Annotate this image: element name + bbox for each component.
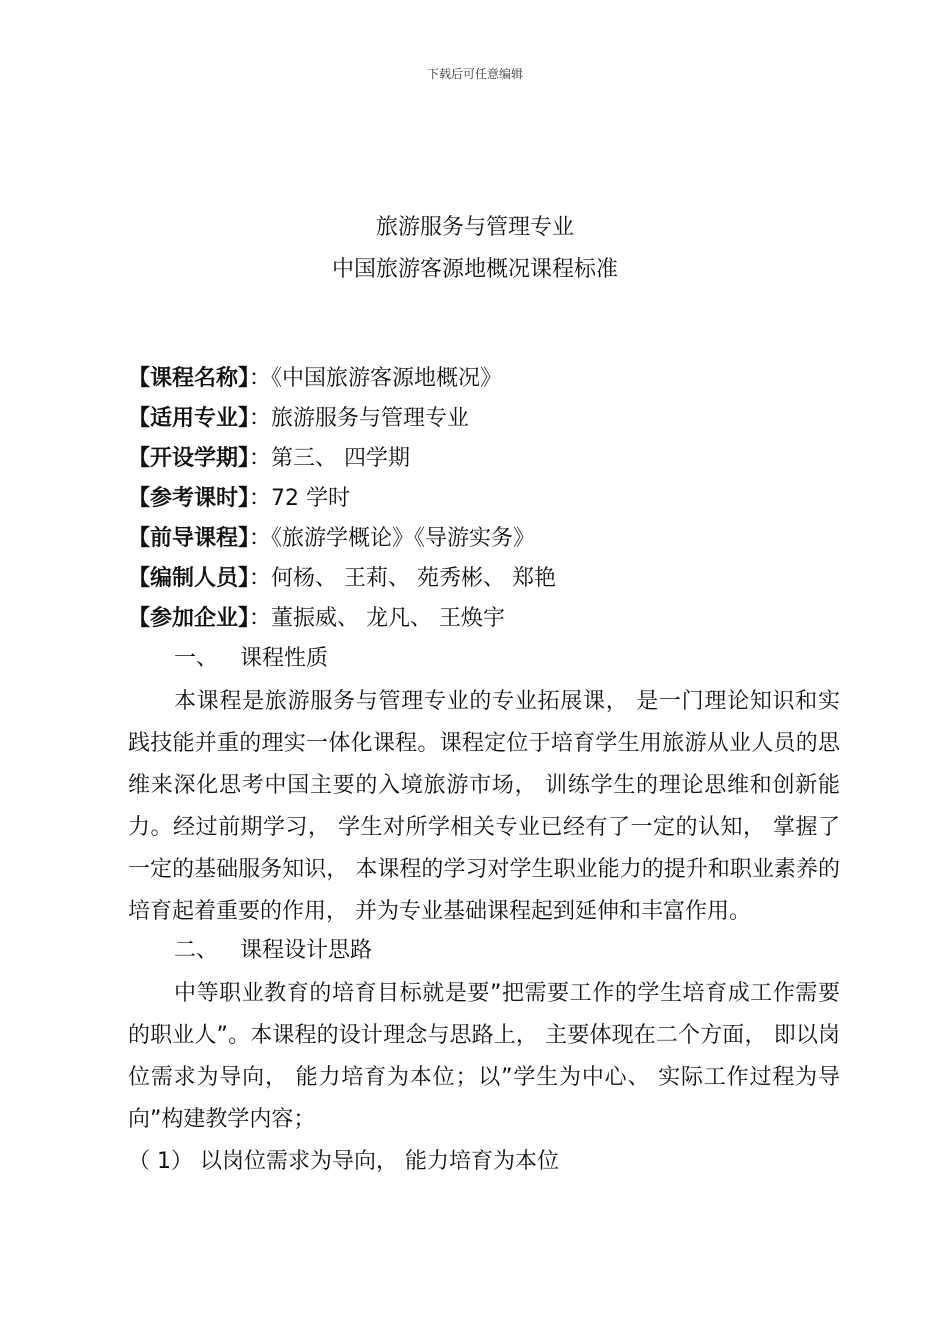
document-body xyxy=(128,641,840,1183)
info-row-major xyxy=(128,401,848,441)
info-label: 【开设学期】 xyxy=(128,446,250,471)
sub-item-1: （ 1） 以岗位需求为导向， 能力培育为本位 xyxy=(128,1149,559,1174)
info-row-course-name xyxy=(128,361,848,401)
info-label: 【课程名称】 xyxy=(128,366,250,391)
section-title: 课程性质 xyxy=(240,646,329,671)
info-value: ：董振威、 龙凡、 王焕宇 xyxy=(249,606,506,631)
info-value: ：第三、 四学期 xyxy=(249,446,411,471)
info-value: ：旅游服务与管理专业 xyxy=(249,406,470,431)
info-value: ：何杨、 王莉、 苑秀彬、 郑艳 xyxy=(249,566,556,591)
info-row-prerequisites xyxy=(128,521,848,561)
info-value: ：《中国旅游客源地概况》 xyxy=(249,366,503,391)
section-heading-design-ideas xyxy=(128,933,840,973)
section-number: 二、 xyxy=(174,938,219,963)
paragraph-course-nature: 本课程是旅游服务与管理专业的专业拓展课， 是一门理论知识和实践技能并重的理实一体化课程。课程定位于培育学生用旅游从业人员的思维来深化思考中国主要的入境旅游市场， 训练学生的理论思维和创新能力。经过前期学习， 学生对所学相关专业已经有了一定的认知， 掌握了一定的基础服务知识， 本课程的学习对学生职业能力的提升和职业素养的培育起着重要的作用， 并为专业基础课程起到延伸和丰富作用。 xyxy=(128,689,840,924)
info-row-companies xyxy=(128,601,848,641)
info-value: ：72 学时 xyxy=(249,486,351,511)
section-number: 一、 xyxy=(174,646,219,671)
info-label: 【参加企业】 xyxy=(128,606,250,631)
section-title: 课程设计思路 xyxy=(240,938,373,963)
info-label: 【适用专业】 xyxy=(128,406,250,431)
paragraph-design-ideas: 中等职业教育的培育目标就是要”把需要工作的学生培育成工作需要的职业人”。本课程的设计理念与思路上， 主要体现在二个方面， 即以岗位需求为导向， 能力培育为本位；以”学生为中心、 实际工作过程为导向”构建教学内容； xyxy=(128,981,840,1132)
info-row-authors xyxy=(128,561,848,601)
document-title-line1: 旅游服务与管理专业 xyxy=(375,215,574,240)
document-title-line2: 中国旅游客源地概况课程标准 xyxy=(331,257,618,282)
info-row-hours xyxy=(128,481,848,521)
info-label: 【前导课程】 xyxy=(128,526,250,551)
course-info-list xyxy=(128,361,848,641)
info-value: ：《旅游学概论》《导游实务》 xyxy=(249,526,536,551)
info-label: 【参考课时】 xyxy=(128,486,250,511)
section-heading-course-nature xyxy=(128,641,840,681)
info-row-semester xyxy=(128,441,848,481)
header-note: 下载后可任意编辑 xyxy=(426,67,523,81)
info-label: 【编制人员】 xyxy=(128,566,250,591)
